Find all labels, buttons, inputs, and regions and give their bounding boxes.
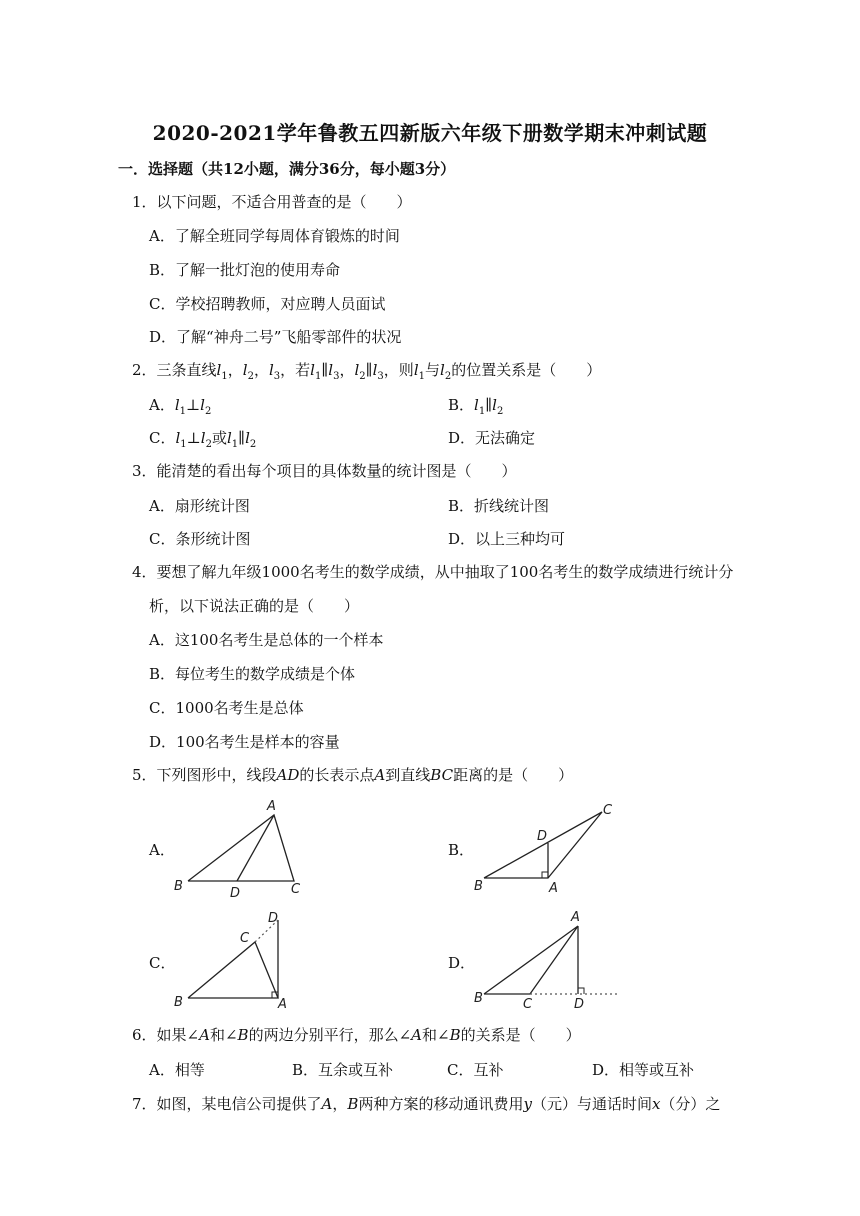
q5-figure-b [470, 798, 620, 902]
q2-option-d[interactable]: D．无法确定 [448, 429, 536, 447]
q2-stem: 2．三条直线$l_1$，$l_2$，$l_3$，若$l_1\parallel l_3$，$l_2\parallel l_3$，则$l_1$与$l_2$的位置关系是（ ） [132, 361, 602, 382]
label-d: D [230, 886, 241, 901]
q3-option-b[interactable]: B．折线统计图 [448, 497, 550, 515]
q1-option-d[interactable]: D．了解“神舟二号”飞船零部件的状况 [149, 328, 402, 346]
q4-option-d[interactable]: D．100名考生是样本的容量 [149, 733, 340, 751]
label-a: A [571, 910, 580, 925]
q4-option-a[interactable]: A．这100名考生是总体的一个样本 [149, 631, 384, 649]
q2-option-b[interactable]: B．$l_1\parallel l_2$ [448, 396, 504, 417]
label-b: B [474, 879, 483, 894]
q3-option-d[interactable]: D．以上三种均可 [448, 530, 566, 548]
label-c: C [603, 803, 613, 818]
label-b: B [474, 991, 483, 1006]
q6-option-c[interactable]: C．互补 [447, 1061, 504, 1079]
label-d: D [574, 997, 585, 1012]
q3-stem: 3．能清楚的看出每个项目的具体数量的统计图是（ ） [132, 462, 517, 480]
label-c: C [291, 882, 301, 897]
q5-option-b-label[interactable]: B． [448, 841, 475, 859]
q2-option-a[interactable]: A．$l_1\perp l_2$ [149, 396, 212, 417]
q4-stem-line1: 4．要想了解九年级1000名考生的数学成绩，从中抽取了100名考生的数学成绩进行统计分 [132, 563, 734, 581]
label-a: A [549, 881, 558, 896]
q2-option-c[interactable]: C．$l_1\perp l_2$或$l_1\parallel l_2$ [149, 429, 257, 450]
q1-option-b[interactable]: B．了解一批灯泡的使用寿命 [149, 261, 341, 279]
q4-option-b[interactable]: B．每位考生的数学成绩是个体 [149, 665, 356, 683]
q6-stem: 6．如果∠A和∠B的两边分别平行，那么∠A和∠B的关系是（ ） [132, 1026, 581, 1044]
q3-option-a[interactable]: A．扇形统计图 [149, 497, 250, 515]
label-a: A [267, 799, 276, 814]
q5-stem: 5．下列图形中，线段AD的长表示点A到直线BC距离的是（ ） [132, 766, 574, 784]
label-b: B [174, 995, 183, 1010]
q1-stem: 1．以下问题，不适合用普查的是（ ） [132, 193, 412, 211]
q5-option-a-label[interactable]: A． [149, 841, 175, 859]
q7-stem: 7．如图，某电信公司提供了A，B两种方案的移动通讯费用y（元）与通话时间x（分）之 [132, 1095, 721, 1113]
q6-option-a[interactable]: A．相等 [149, 1061, 205, 1079]
q5-figure-a [170, 793, 310, 905]
q1-option-a[interactable]: A．了解全班同学每周体育锻炼的时间 [149, 227, 400, 245]
label-d: D [537, 829, 548, 844]
q5-figure-d [470, 906, 620, 1016]
label-d: D [268, 911, 279, 926]
label-a: A [278, 997, 287, 1012]
label-c: C [240, 931, 250, 946]
q4-option-c[interactable]: C．1000名考生是总体 [149, 699, 304, 717]
q4-stem-line2: 析，以下说法正确的是（ ） [149, 597, 360, 615]
q5-option-c-label[interactable]: C． [149, 954, 176, 972]
q6-option-d[interactable]: D．相等或互补 [592, 1061, 695, 1079]
section-heading: 一．选择题（共12小题，满分36分，每小题3分） [118, 160, 456, 178]
q3-option-c[interactable]: C．条形统计图 [149, 530, 251, 548]
page-title: 2020-2021学年鲁教五四新版六年级下册数学期末冲刺试题 [152, 121, 708, 145]
label-c: C [523, 997, 533, 1012]
q5-figure-c [170, 906, 310, 1016]
label-b: B [174, 879, 183, 894]
q5-option-d-label[interactable]: D． [448, 954, 476, 972]
q1-option-c[interactable]: C．学校招聘教师，对应聘人员面试 [149, 295, 386, 313]
q6-option-b[interactable]: B．互余或互补 [292, 1061, 394, 1079]
